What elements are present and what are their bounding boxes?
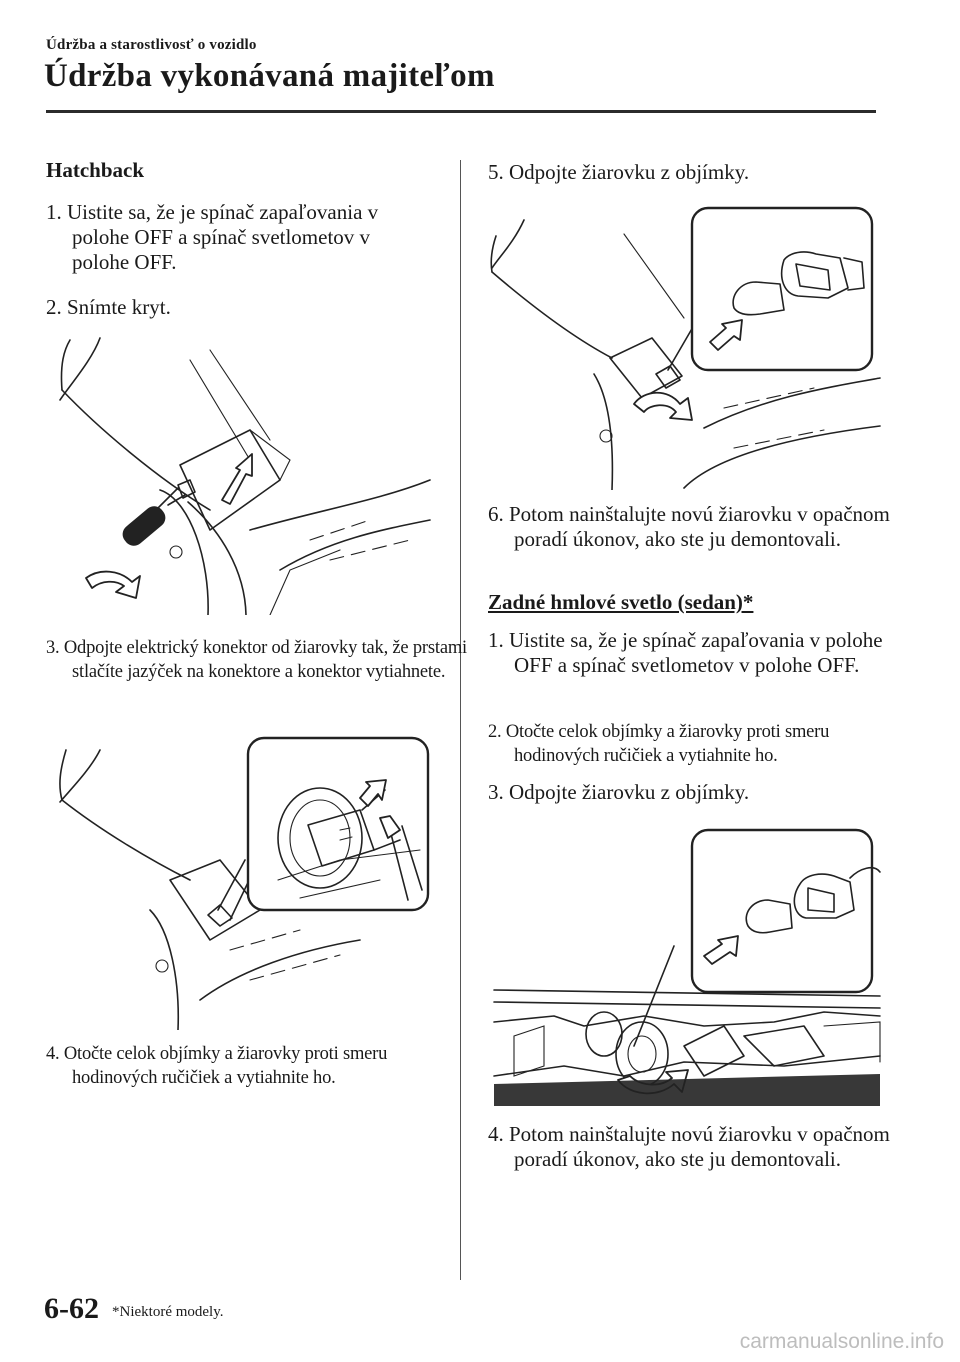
sedan-fog-heading: Zadné hmlové svetlo (sedan)*: [488, 590, 754, 614]
sedan-step-3: 3. Odpojte žiarovku z objímky.: [488, 780, 750, 804]
figure-sedan-fog-bulb: [484, 826, 884, 1106]
title-divider: [46, 110, 876, 113]
page-number: 6-62: [44, 1292, 99, 1325]
page-title: Údržba vykonávaná majiteľom: [44, 58, 495, 94]
sedan-step-1: 1. Uistite sa, že je spínač zapaľovania v polohe OFF a spínač svetlometov v polohe OFF.: [488, 628, 883, 677]
figure-disconnect-connector: [40, 730, 440, 1030]
watermark: carmanualsonline.info: [739, 1330, 944, 1353]
step-5: 5. Odpojte žiarovku z objímky.: [488, 160, 750, 184]
step-1: 1. Uistite sa, že je spínač zapaľovania v polohe OFF a spínač svetlometov v polohe OFF.: [46, 200, 379, 274]
step-4: 4. Otočte celok objímky a žiarovky proti smeru hodinových ručičiek a vytiahnite ho.: [46, 1044, 388, 1088]
sedan-step-4: 4. Potom nainštalujte novú žiarovku v opačnom poradí úkonov, ako ste ju demontovali.: [488, 1122, 890, 1171]
step-6: 6. Potom nainštalujte novú žiarovku v opačnom poradí úkonov, ako ste ju demontovali.: [488, 502, 890, 551]
figure-remove-bulb: [484, 198, 884, 490]
footnote: *Niektoré modely.: [112, 1304, 224, 1320]
step-3: 3. Odpojte elektrický konektor od žiarovky tak, že prstami stlačíte jazýček na konektore a konektor vytiahnete.: [46, 638, 467, 682]
section-label: Údržba a starostlivosť o vozidlo: [46, 37, 257, 53]
step-2: 2. Snímte kryt.: [46, 295, 171, 319]
sedan-step-2: 2. Otočte celok objímky a žiarovky proti smeru hodinových ručičiek a vytiahnite ho.: [488, 722, 830, 766]
column-divider: [460, 160, 461, 1280]
figure-remove-cover: [40, 330, 440, 615]
hatchback-heading: Hatchback: [46, 158, 145, 182]
